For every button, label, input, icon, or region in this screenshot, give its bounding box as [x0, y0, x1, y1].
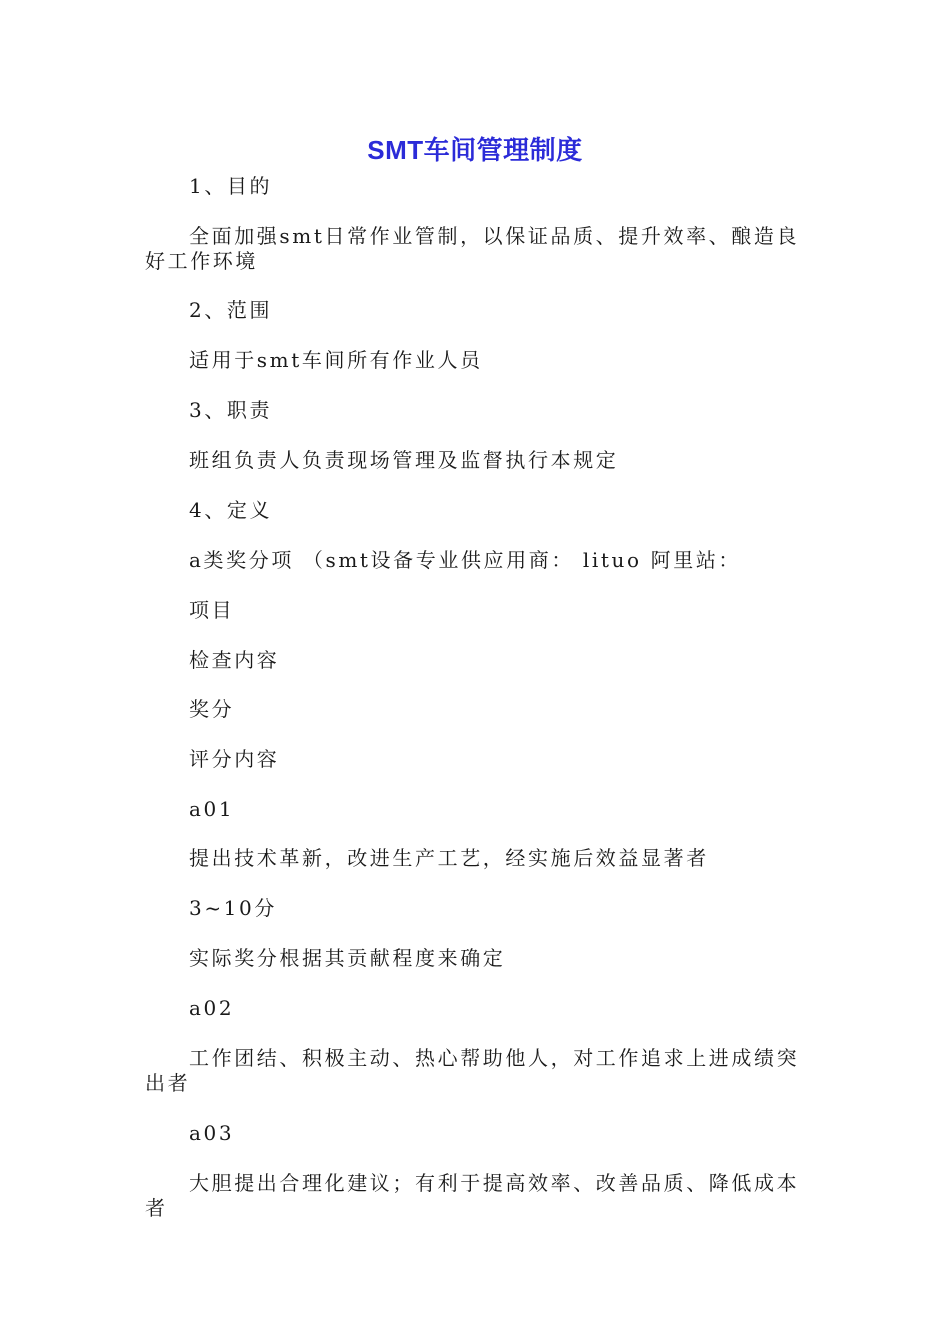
- item-content-a03: 大胆提出合理化建议；有利于提高效率、改善品质、降低成本者: [145, 1171, 800, 1220]
- item-content-a02: 工作团结、积极主动、热心帮助他人，对工作追求上进成绩突出者: [145, 1046, 800, 1095]
- table-header-item: 项目: [189, 598, 235, 622]
- item-code-a03: a03: [189, 1121, 235, 1145]
- heading-purpose: 1、目的: [189, 174, 273, 198]
- paragraph-scope: 适用于smt车间所有作业人员: [189, 348, 483, 372]
- heading-definition: 4、定义: [189, 498, 273, 522]
- heading-responsibility: 3、职责: [189, 398, 273, 422]
- table-header-content: 检查内容: [189, 648, 280, 672]
- document-title: SMT车间管理制度: [367, 135, 583, 165]
- paragraph-a-class: a类奖分项 （smt设备专业供应用商： lituo 阿里站：: [189, 548, 742, 572]
- item-scoring-a01: 实际奖分根据其贡献程度来确定: [189, 946, 506, 970]
- item-code-a01: a01: [189, 797, 235, 821]
- table-header-points: 奖分: [189, 697, 235, 721]
- table-header-scoring: 评分内容: [189, 747, 280, 771]
- item-content-a01: 提出技术革新，改进生产工艺，经实施后效益显著者: [189, 846, 709, 870]
- paragraph-purpose: 全面加强smt日常作业管制，以保证品质、提升效率、酿造良好工作环境: [145, 224, 800, 273]
- paragraph-responsibility: 班组负责人负责现场管理及监督执行本规定: [189, 448, 619, 472]
- item-code-a02: a02: [189, 996, 235, 1020]
- item-points-a01: 3~10分: [189, 896, 277, 920]
- heading-scope: 2、范围: [189, 298, 273, 322]
